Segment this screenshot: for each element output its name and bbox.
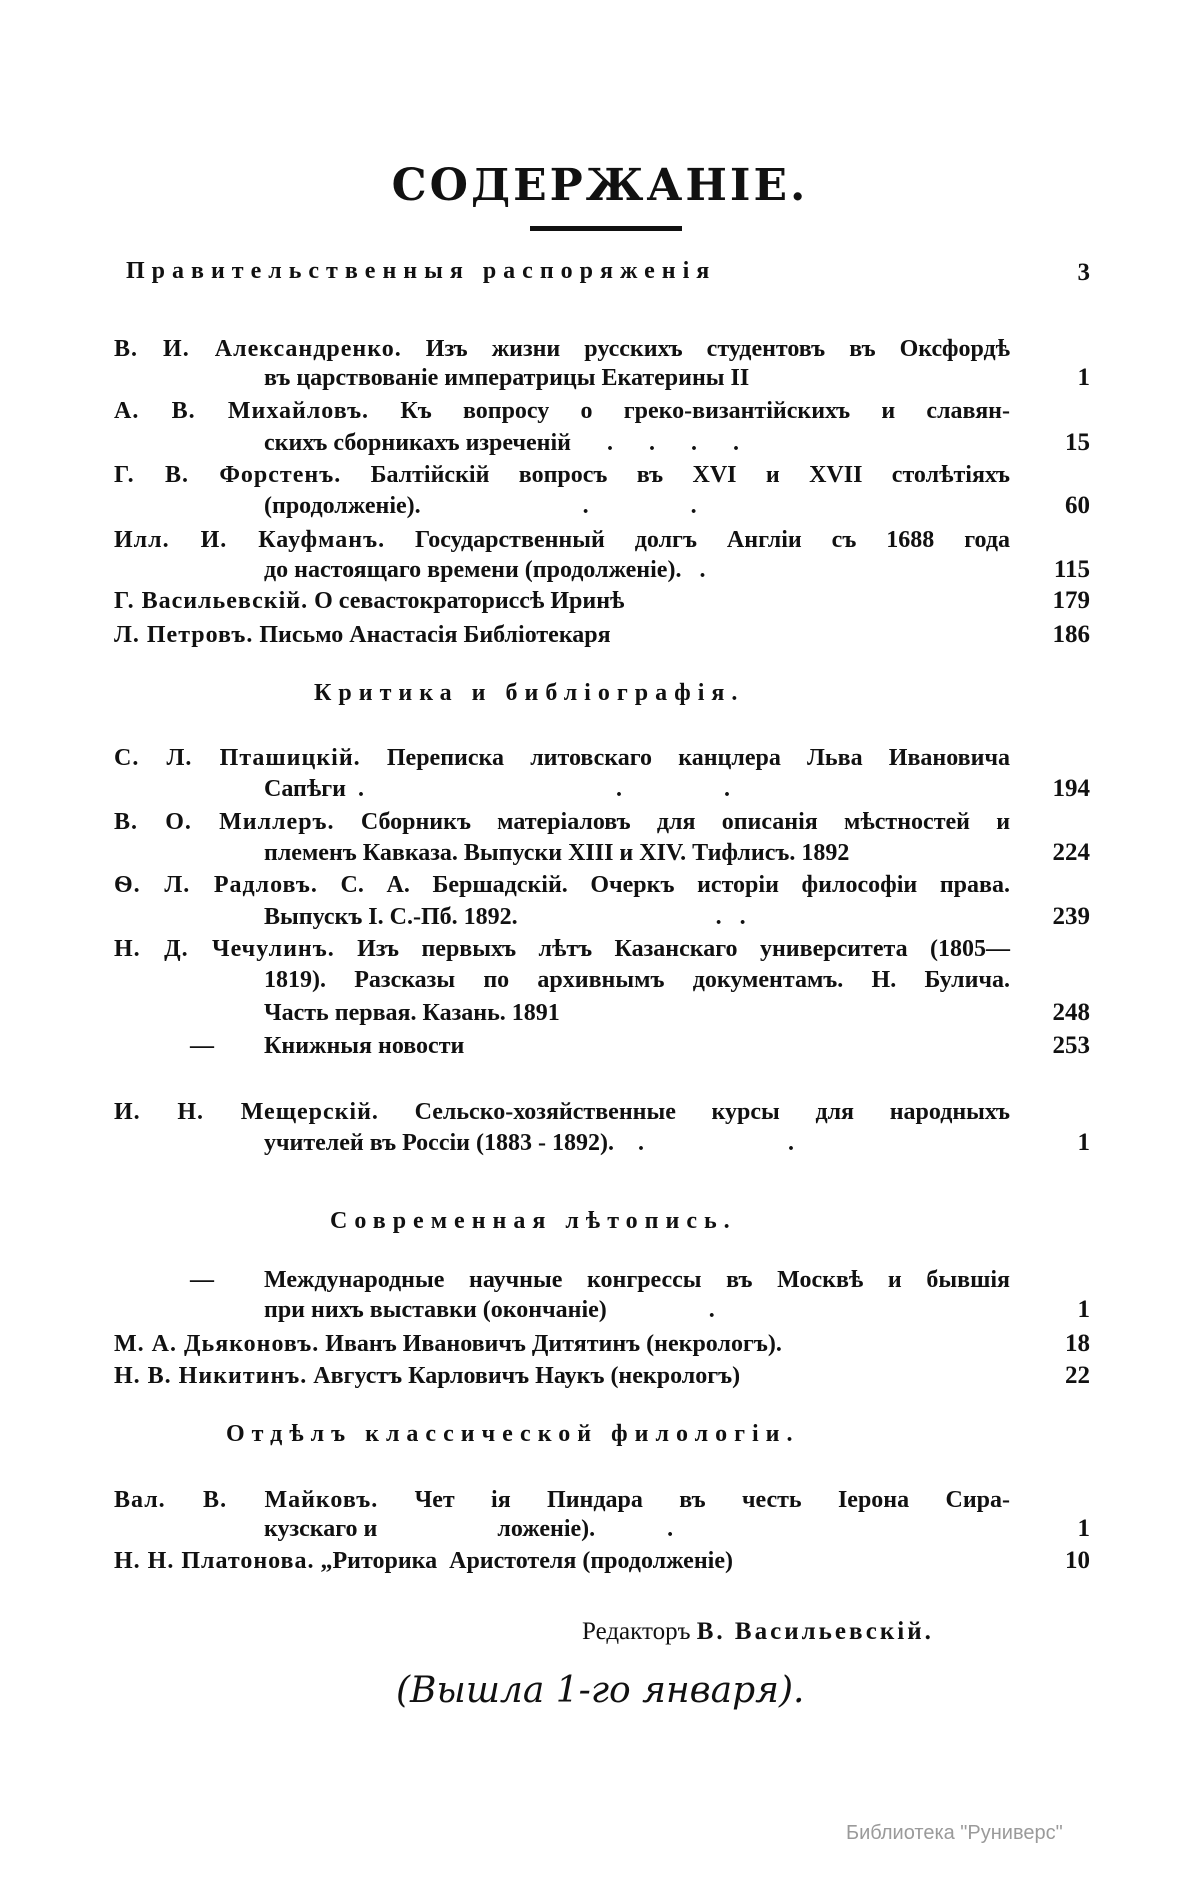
entry-title-text: учителей въ Россіи (1883 - 1892). . . [264,1130,794,1156]
editor-name: В. Васильевскій. [696,1618,934,1645]
entry-page-number: 1 [1077,364,1090,391]
entry-page-number: 224 [1052,839,1090,866]
entry-author: Н. Д. Чечулинъ. [114,936,335,962]
entry-page-number: 115 [1053,556,1090,583]
toc-entry-line [190,1265,1010,1295]
toc-entry-line [264,1295,1010,1325]
entry-title-text: Сельско-хозяйственные курсы для народныхъ [414,1099,1010,1125]
toc-entry-line [264,491,1010,521]
toc-entry-line [114,1485,1010,1515]
section-page-number: 3 [1077,259,1090,286]
title-divider [530,226,682,231]
entry-title-text: при нихъ выставки (окончаніе) . [264,1297,715,1323]
entry-title-text: Чет ія Пиндара въ честь Іерона Сира- [414,1487,1011,1513]
entry-author: Н. Н. Платонова. [114,1548,315,1574]
section-heading: Критика и библіографія. [314,680,745,706]
entry-author: В. И. Александренко. [114,336,402,362]
entry-title-text: „Риторика Аристотеля (продолженіе) [320,1548,733,1574]
toc-entry-line [114,525,1010,555]
toc-entry-line [264,363,1010,393]
section-heading: Отдѣлъ классической филологіи. [226,1421,800,1447]
entry-title-text: Часть первая. Казань. 1891 [264,1000,560,1026]
entry-title-text: кузскаго и ложеніе). . [264,1516,674,1542]
page-title: СОДЕРЖАНІЕ. [391,160,809,211]
entry-author: Г. В. Форстенъ. [114,462,342,488]
entry-page-number: 15 [1065,429,1090,456]
toc-entry-line [114,586,1010,616]
entry-page-number: 239 [1052,903,1090,930]
toc-entry-line [114,620,1010,650]
entry-dash: — [190,1267,214,1293]
entry-title-text: Сборникъ матеріаловъ для описанія мѣстностей и [360,809,1011,835]
entry-title-text: Балтійскій вопросъ въ XVI и XVII столѣтіяхъ [370,462,1011,488]
toc-entry-line [114,934,1010,964]
entry-author: Н. В. Никитинъ. [114,1363,308,1389]
entry-title-text: О севастократориссѣ Иринѣ [314,588,625,614]
editor-credit [582,1618,934,1646]
entry-page-number: 10 [1065,1547,1090,1574]
entry-title-text: (продолженіе). . . [264,493,697,519]
entry-page-number: 1 [1077,1296,1090,1323]
entry-title-text: Изъ жизни русскихъ студентовъ въ Оксфордѣ [425,336,1011,362]
entry-title-text: до настоящаго времени (продолженіе). . [264,557,706,583]
entry-author: И. Н. Мещерскій. [114,1099,379,1125]
entry-author: Г. Васильевскій. [114,588,309,614]
toc-entry-line [264,1514,1010,1544]
toc-entry-line [114,870,1010,900]
entry-title-text: Международные научные конгрессы въ Москвѣ и бывшія [264,1267,1010,1293]
entry-page-number: 60 [1065,492,1090,519]
toc-entry-line [190,1031,1010,1061]
toc-entry-line [114,460,1010,490]
toc-entry-line [114,396,1010,426]
editor-label: Редакторъ [582,1618,691,1645]
entry-dash: — [190,1033,214,1059]
toc-entry-line [264,428,1010,458]
entry-title-text: Книжныя новости [264,1033,465,1059]
entry-page-number: 248 [1052,999,1090,1026]
toc-entry-line [264,965,1010,995]
entry-title-text: Сапѣги . . . [264,776,730,802]
toc-entry-line [264,555,1010,585]
toc-entry-line [114,1546,1010,1576]
toc-entry-line [114,1097,1010,1127]
entry-title-text: Письмо Анастасія Библіотекаря [259,622,611,648]
entry-page-number: 1 [1077,1515,1090,1542]
entry-title-text: племенъ Кавказа. Выпуски XIII и XIV. Тифлисъ. 1892 [264,840,850,866]
entry-author: Ѳ. Л. Радловъ. [114,872,318,898]
toc-entry-line [264,838,1010,868]
toc-entry-line [114,743,1010,773]
toc-entry-line [114,1361,1010,1391]
entry-title-text: Выпускъ I. С.-Пб. 1892. . . [264,904,746,930]
toc-entry-line [114,807,1010,837]
entry-title-text: 1819). Разсказы по архивнымъ документамъ. Н. Булича. [264,967,1010,993]
entry-page-number: 194 [1052,775,1090,802]
section-heading: Современная лѣтопись. [330,1208,737,1234]
toc-entry-line [264,902,1010,932]
entry-page-number: 22 [1065,1362,1090,1389]
entry-author: Илл. И. Кауфманъ. [114,527,386,553]
entry-title-text: Переписка литовскаго канцлера Льва Ивановича [386,745,1010,771]
entry-page-number: 18 [1065,1330,1090,1357]
section-heading: Правительственныя распоряженія [126,258,717,284]
entry-title-text: Иванъ Ивановичъ Дитятинъ (некрологъ). [325,1331,782,1357]
entry-author: В. О. Миллеръ. [114,809,335,835]
entry-author: А. В. Михайловъ. [114,398,370,424]
library-watermark: Библиотека "Руниверс" [846,1822,1063,1844]
toc-entry-line [114,1329,1010,1359]
entry-author: С. Л. Пташицкій. [114,745,361,771]
entry-page-number: 1 [1077,1129,1090,1156]
entry-author: Вал. В. Майковъ. [114,1487,379,1513]
entry-title-text: въ царствованіе императрицы Екатерины II [264,365,750,391]
entry-author: М. А. Дьяконовъ. [114,1331,320,1357]
entry-page-number: 253 [1052,1032,1090,1059]
entry-title-text: Къ вопросу о греко-византійскихъ и славян- [400,398,1010,424]
entry-author: Л. Петровъ. [114,622,254,648]
entry-title-text: Государственный долгъ Англіи съ 1688 года [415,527,1010,553]
entry-title-text: Августъ Карловичъ Наукъ (некрологъ) [313,1363,741,1389]
entry-page-number: 186 [1052,621,1090,648]
entry-title-text: С. А. Бершадскій. Очеркъ исторіи философіи права. [340,872,1010,898]
entry-page-number: 179 [1052,587,1090,614]
toc-entry-line [114,334,1010,364]
entry-title-text: Изъ первыхъ лѣтъ Казанскаго университета (1805— [357,936,1010,962]
toc-entry-line [264,1128,1010,1158]
handwritten-note: (Вышла 1-го января). [396,1670,805,1711]
entry-title-text: скихъ сборникахъ изреченій . . . . [264,430,739,456]
toc-entry-line [264,998,1010,1028]
toc-entry-line [264,774,1010,804]
